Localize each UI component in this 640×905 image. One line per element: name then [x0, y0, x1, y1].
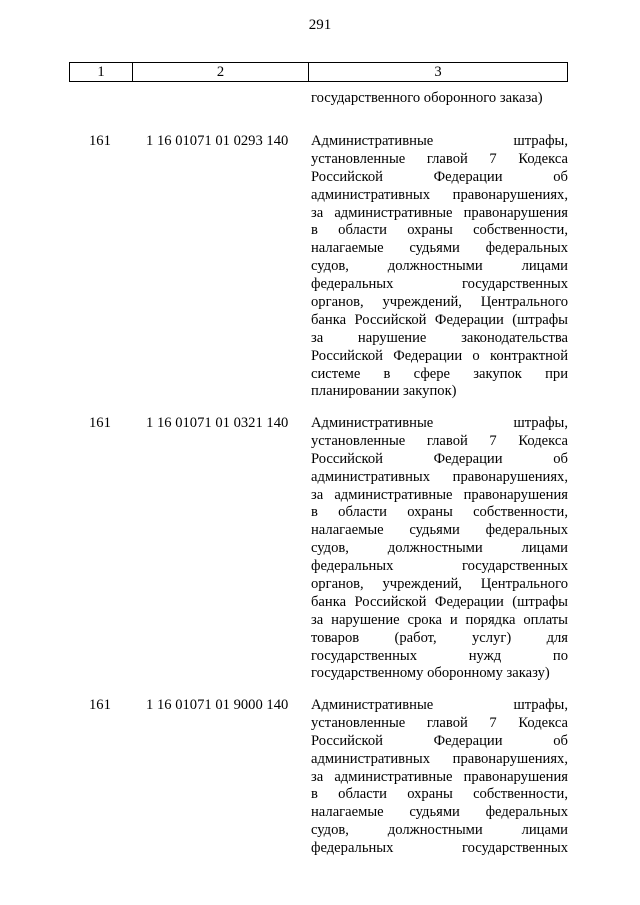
- description-line: за административные правонарушения: [311, 768, 568, 785]
- description-line: Российской Федерации об: [311, 732, 568, 749]
- description-line: федеральных государственных: [311, 276, 568, 293]
- row-code: 1 16 01071 01 9000 140: [146, 697, 289, 713]
- description-line: Российской Федерации об: [311, 450, 568, 467]
- header-col-3: 3: [434, 64, 442, 80]
- description-line: товаров (работ, услуг) для: [311, 629, 568, 646]
- description-line: банка Российской Федерации (штрафы: [311, 311, 568, 328]
- description-line: в области охраны собственности,: [311, 222, 568, 239]
- description-line: установленные главой 7 Кодекса: [311, 714, 568, 731]
- description-line: планировании закупок): [311, 383, 457, 400]
- row-description: [311, 133, 568, 401]
- row-number: 161: [89, 415, 111, 431]
- row-code: 1 16 01071 01 0321 140: [146, 415, 289, 431]
- row-description: [311, 697, 568, 858]
- description-line: системе в сфере закупок при: [311, 365, 568, 382]
- description-line: за административные правонарушения: [311, 204, 568, 221]
- row-number: 161: [89, 133, 111, 149]
- description-line: за нарушение законодательства: [311, 329, 568, 346]
- description-line: Российской Федерации об: [311, 168, 568, 185]
- header-col-1: 1: [70, 63, 133, 81]
- description-line: государственному оборонному заказу): [311, 665, 550, 682]
- description-line: административных правонарушениях,: [311, 186, 568, 203]
- description-line: Административные штрафы,: [311, 415, 568, 431]
- description-line: за административные правонарушения: [311, 486, 568, 503]
- row-code: 1 16 01071 01 0293 140: [146, 133, 289, 149]
- description-line: органов, учреждений, Центрального: [311, 576, 568, 593]
- description-line: за нарушение срока и порядка оплаты: [311, 611, 568, 628]
- continuation-text: [311, 90, 568, 108]
- description-line: установленные главой 7 Кодекса: [311, 432, 568, 449]
- description-line: судов, должностными лицами: [311, 822, 568, 839]
- description-line: банка Российской Федерации (штрафы: [311, 593, 568, 610]
- header-col-2: 2: [133, 63, 309, 81]
- description-line: органов, учреждений, Центрального: [311, 294, 568, 311]
- description-line: налагаемые судьями федеральных: [311, 522, 568, 539]
- description-line: установленные главой 7 Кодекса: [311, 150, 568, 167]
- description-line: Административные штрафы,: [311, 697, 568, 713]
- description-line: налагаемые судьями федеральных: [311, 804, 568, 821]
- row-description: [311, 415, 568, 683]
- description-line: административных правонарушениях,: [311, 750, 568, 767]
- page-number: 291: [308, 17, 332, 33]
- description-line: судов, должностными лицами: [311, 540, 568, 557]
- description-line: федеральных государственных: [311, 840, 568, 857]
- description-line: административных правонарушениях,: [311, 468, 568, 485]
- description-line: в области охраны собственности,: [311, 786, 568, 803]
- description-line: федеральных государственных: [311, 558, 568, 575]
- description-line: Административные штрафы,: [311, 133, 568, 149]
- table-header-row: [69, 62, 568, 82]
- description-line: налагаемые судьями федеральных: [311, 240, 568, 257]
- description-line: судов, должностными лицами: [311, 258, 568, 275]
- continuation-line: государственного оборонного заказа): [311, 90, 543, 106]
- description-line: в области охраны собственности,: [311, 504, 568, 521]
- row-number: 161: [89, 697, 111, 713]
- description-line: Российской Федерации о контрактной: [311, 347, 568, 364]
- description-line: государственных нужд по: [311, 647, 568, 664]
